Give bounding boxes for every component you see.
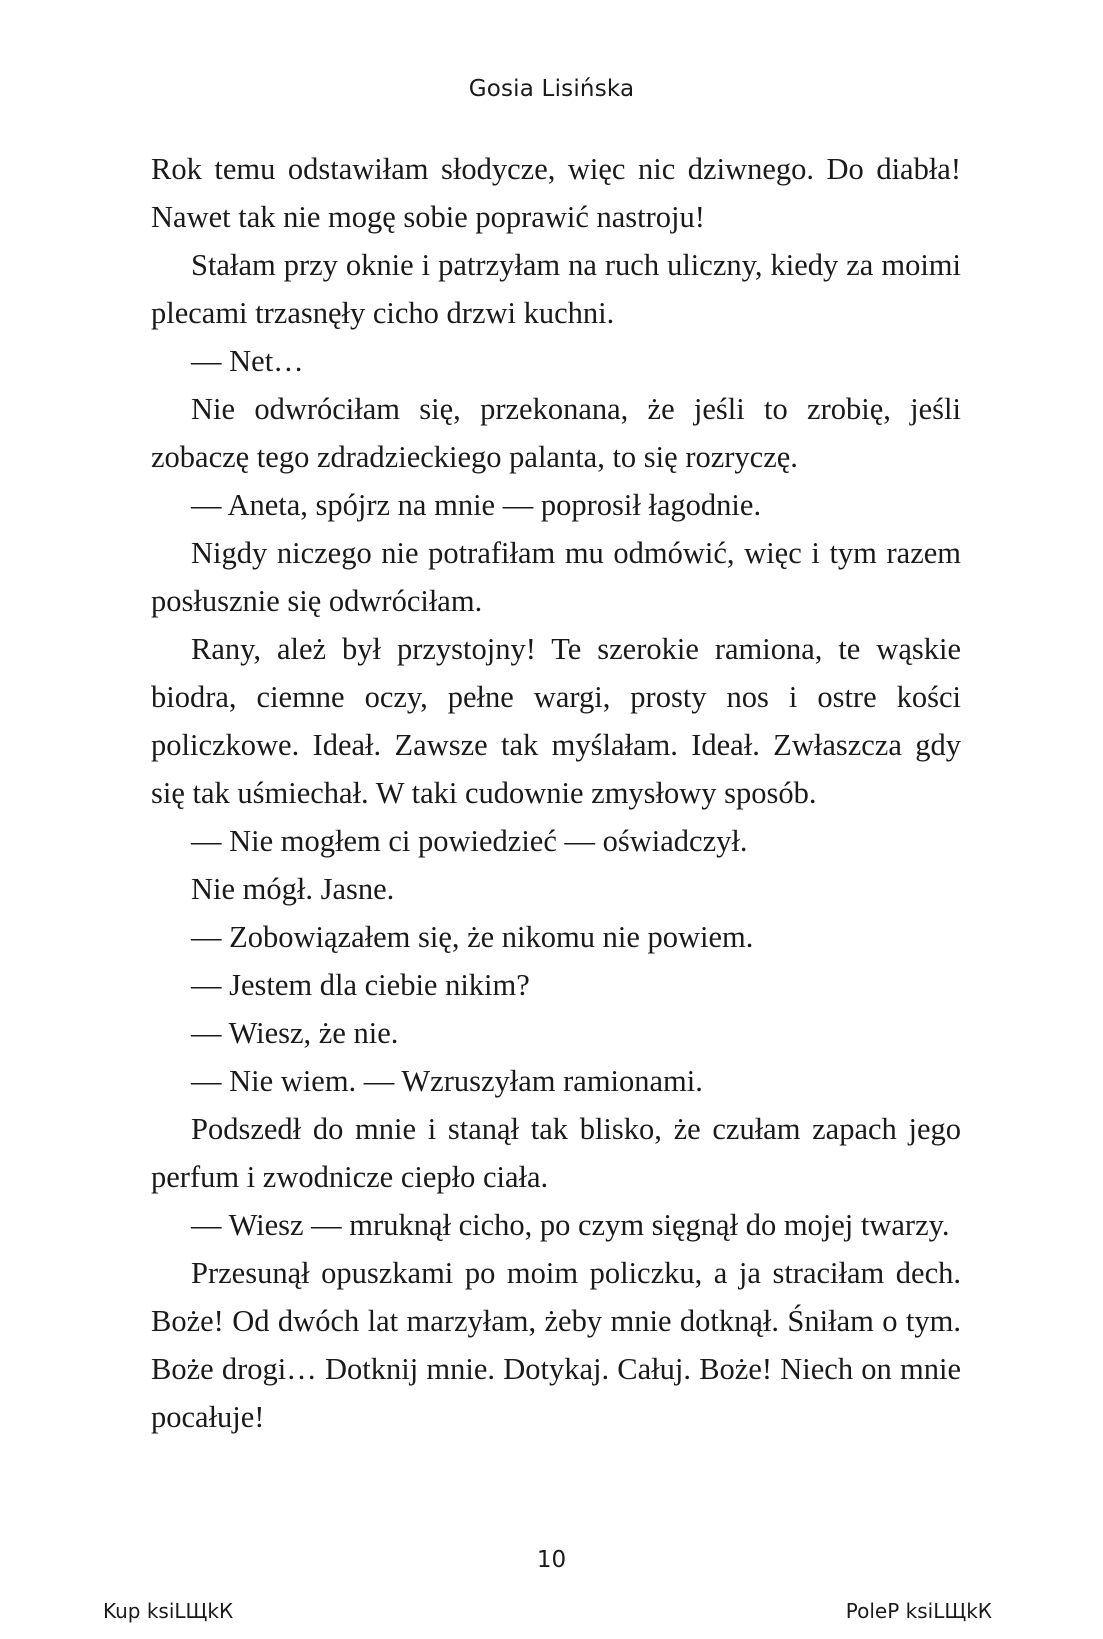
buy-book-link[interactable]: Kup ksiLЩkК	[103, 1599, 234, 1623]
paragraph: Nie odwróciłam się, przekonana, że jeśli to zrobię, jeśli zobaczę tego zdradzieckiego palanta, to się rozryczę.	[151, 392, 961, 474]
paragraph: — Zobowiązałem się, że nikomu nie powiem.	[191, 920, 754, 954]
recommend-book-link[interactable]: PoleР ksiLЩkК	[845, 1599, 992, 1623]
paragraph: Rok temu odstawiłam słodycze, więc nic dziwnego. Do diabła! Nawet tak nie mogę sobie poprawić nastroju!	[151, 152, 961, 234]
paragraph: — Jestem dla ciebie nikim?	[191, 968, 530, 1002]
paragraph: Podszedł do mnie i stanął tak blisko, że czułam zapach jego perfum i zwodnicze ciepło ciała.	[151, 1112, 961, 1194]
paragraph: Nigdy niczego nie potrafiłam mu odmówić, więc i tym razem posłusznie się odwróciłam.	[151, 536, 961, 618]
paragraph: Rany, ależ był przystojny! Te szerokie ramiona, te wąskie biodra, ciemne oczy, pełne wargi, prosty nos i ostre kości policzkowe. Ideał. Zawsze tak myślałam. Ideał. Zwłaszcza gdy się tak uśmiechał. W taki cudownie zmysłowy sposób.	[151, 632, 961, 810]
paragraph: — Wiesz — mruknął cicho, po czym sięgnął do mojej twarzy.	[191, 1208, 950, 1242]
page-number: 10	[536, 1547, 567, 1573]
paragraph: Przesunął opuszkami po moim policzku, a ja straciłam dech. Boże! Od dwóch lat marzyłam, żeby mnie dotknął. Śniłam o tym. Boże drogi… Dotknij mnie. Dotykaj. Całuj. Boże! Niech on mnie pocałuje!	[151, 1256, 961, 1434]
paragraph: — Wiesz, że nie.	[191, 1016, 399, 1050]
page-body-text	[151, 145, 961, 1441]
paragraph: — Nie wiem. — Wzruszyłam ramionami.	[191, 1064, 703, 1098]
paragraph: — Net…	[191, 344, 304, 378]
paragraph: — Nie mogłem ci powiedzieć — oświadczył.	[191, 824, 748, 858]
paragraph: — Aneta, spójrz na mnie — poprosił łagodnie.	[191, 488, 762, 522]
running-header-author: Gosia Lisińska	[468, 76, 635, 102]
paragraph: Stałam przy oknie i patrzyłam na ruch uliczny, kiedy za moimi plecami trzasnęły cicho drzwi kuchni.	[151, 248, 961, 330]
paragraph: Nie mógł. Jasne.	[191, 872, 395, 906]
